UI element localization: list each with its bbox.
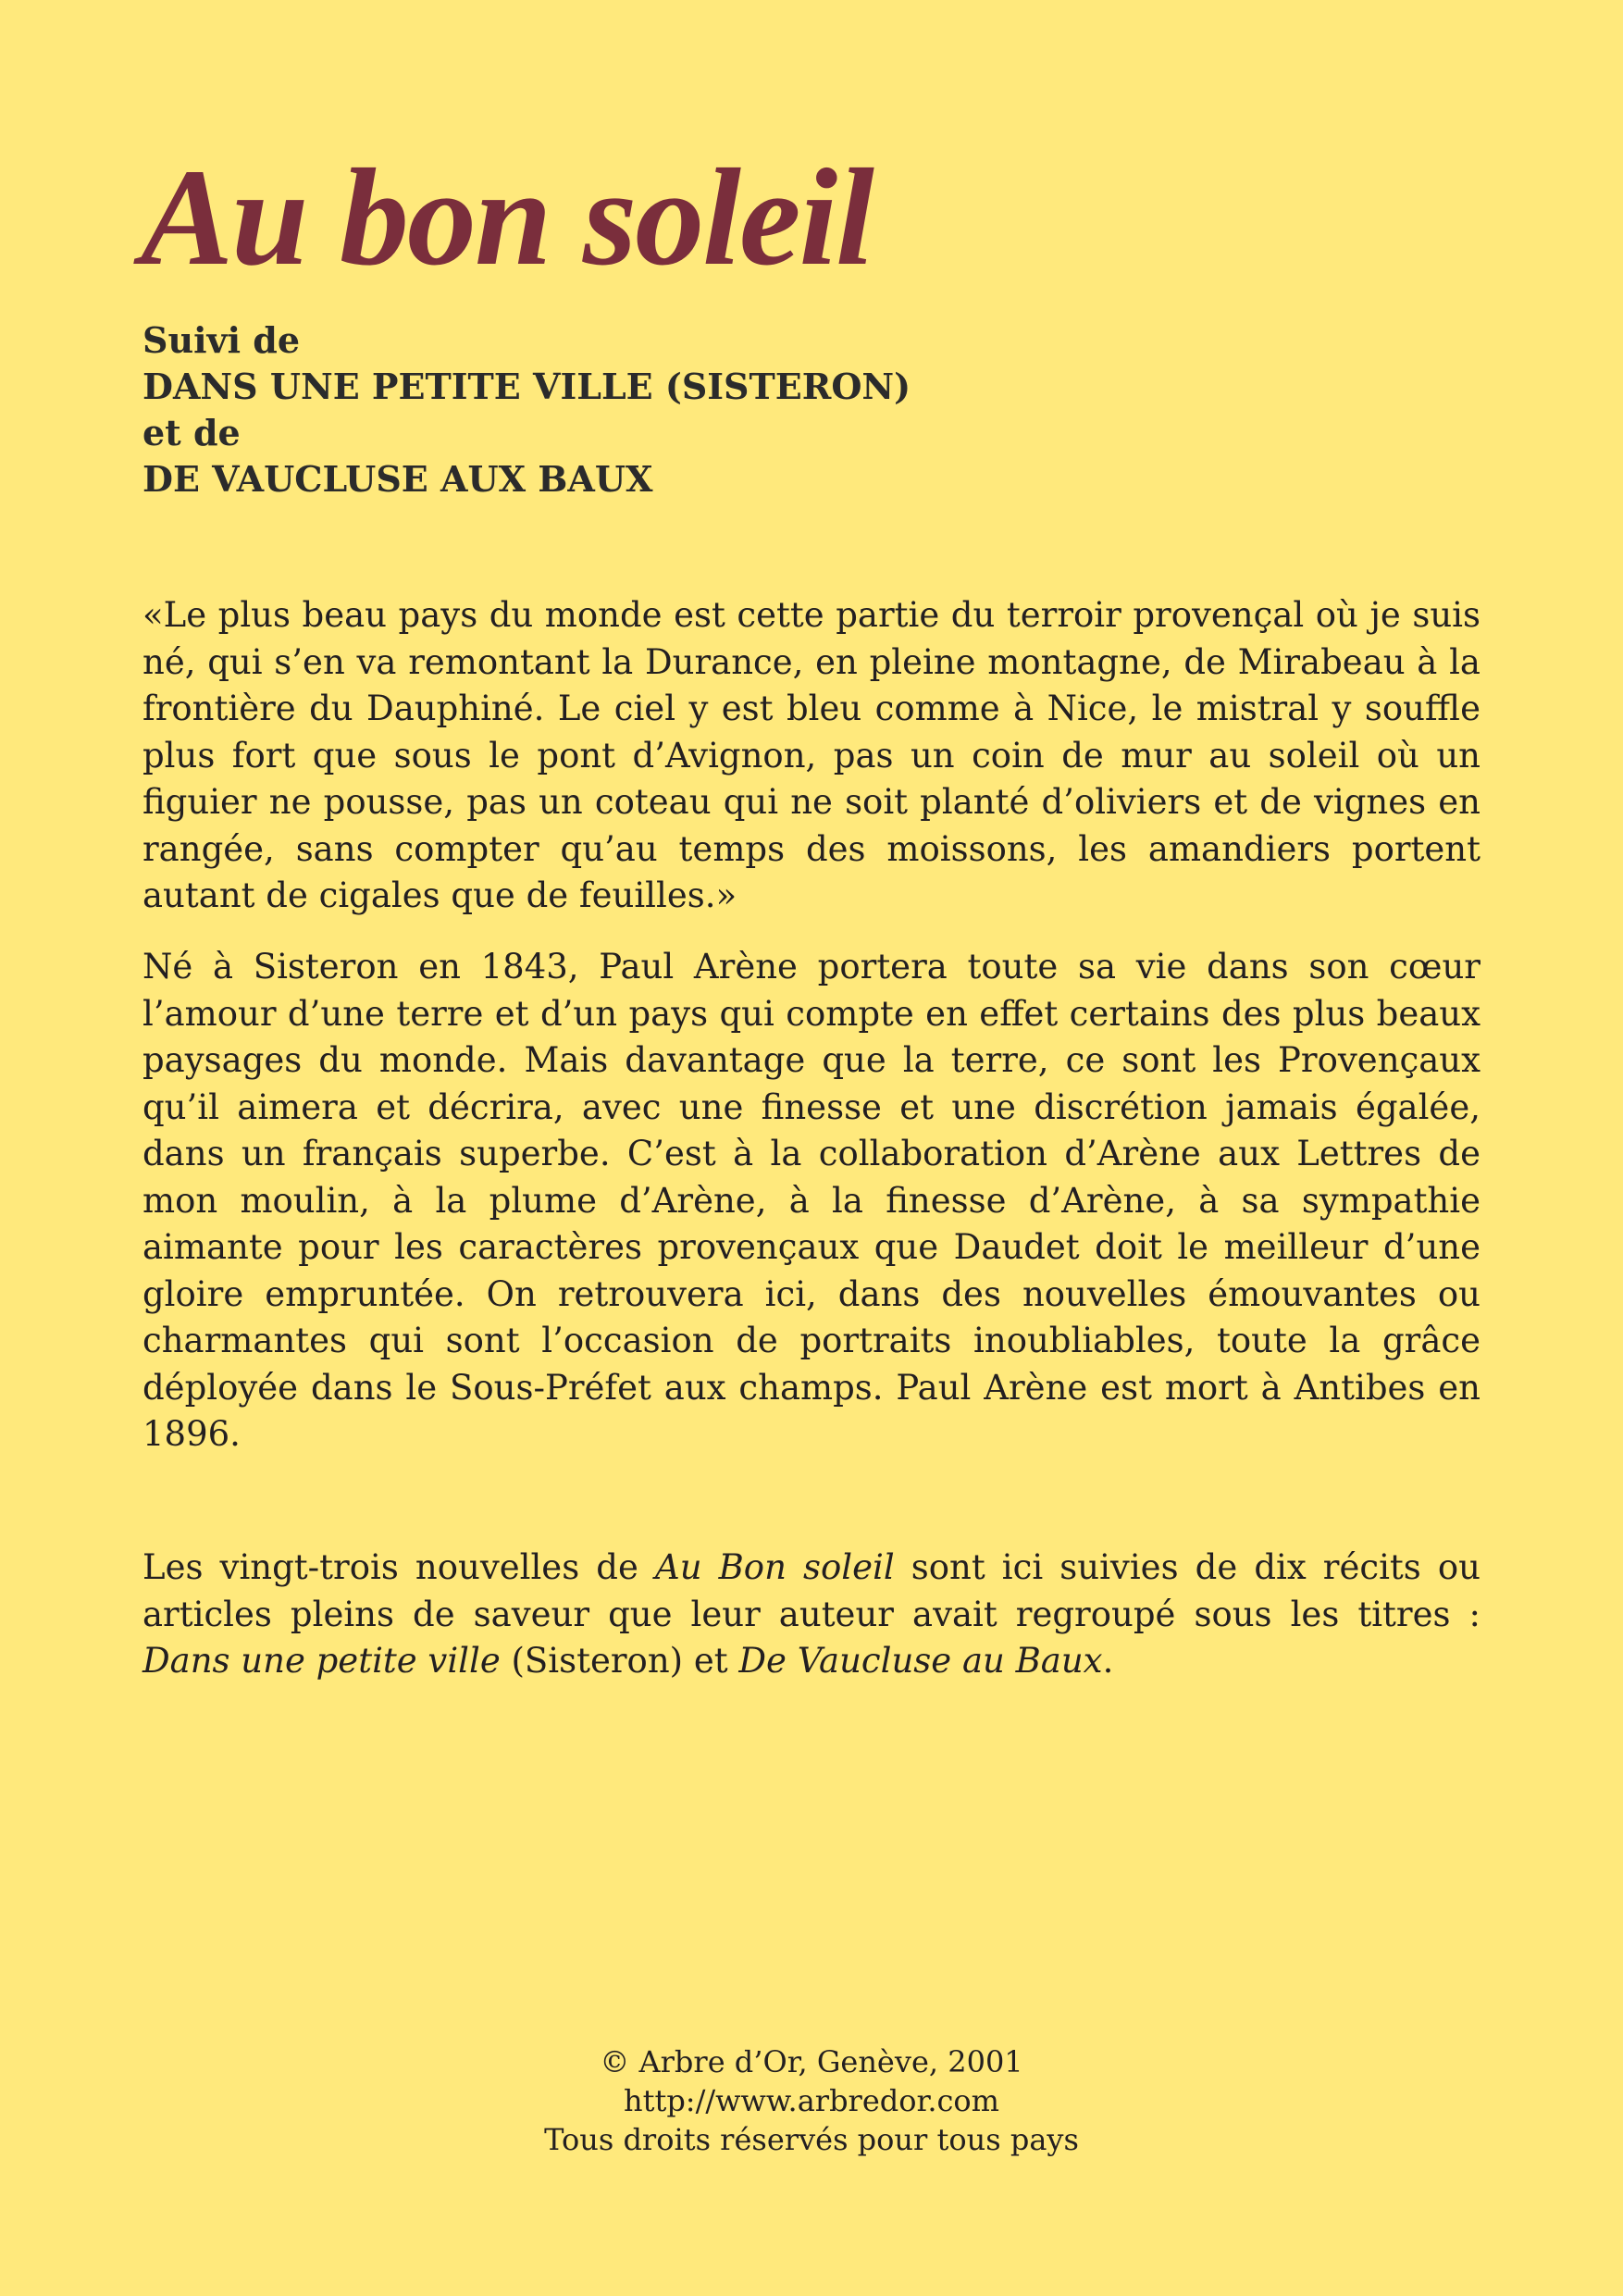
subtitle-line-4: DE VAUCLUSE AUX BAUX — [142, 458, 653, 500]
website-url: http://www.arbredor.com — [623, 2083, 1000, 2118]
summary-italic-title-2: Dans une petite ville — [142, 1641, 501, 1681]
summary-paragraph — [142, 1545, 1481, 1685]
biography-paragraph: Né à Sisteron en 1843, Paul Arène portera toute sa vie dans son cœur l’amour d’une terre et d’un pays qui compte en effet certains des plus beaux paysages du monde. Mais davantage que la terre, ce sont les Provençaux qu’il aimera et décrira, avec une finesse et une discrétion jamais égalée, dans un français superbe. C’est à la collaboration d’Arène aux Lettres de mon moulin, à la plume d’Arène, à la finesse d’Arène, à sa sympathie aimante pour les caractères provençaux que Daudet doit le meilleur d’une gloire empruntée. On retrouvera ici, dans des nouvelles émouvantes ou charmantes qui sont l’occasion de portraits inoubliables, toute la grâce déployée dans le Sous-Préfet aux champs. Paul Arène est mort à Antibes en 1896. — [142, 947, 1481, 1454]
subtitle-block — [142, 317, 911, 503]
rights-line: Tous droits réservés pour tous pays — [544, 2122, 1079, 2157]
summary-text-1: Les vingt-trois nouvelles de — [142, 1547, 655, 1587]
summary-text-3: (Sisteron) et — [500, 1641, 739, 1681]
summary-text-4: . — [1102, 1641, 1114, 1681]
summary-italic-title-3: De Vaucluse au Baux — [738, 1641, 1103, 1681]
summary-italic-title-1: Au Bon soleil — [654, 1547, 895, 1587]
subtitle-line-2: DANS UNE PETITE VILLE (SISTERON) — [142, 366, 911, 407]
subtitle-line-3: et de — [142, 412, 241, 453]
publisher-footer — [0, 2042, 1623, 2159]
quote-paragraph: «Le plus beau pays du monde est cette partie du terroir provençal où je suis né, qui s’en va remontant la Durance, en pleine montagne, de Mirabeau à la frontière du Dauphiné. Le ciel y est bleu comme à Nice, le mistral y souffle plus fort que sous le pont d’Avignon, pas un coin de mur au soleil où un figuier ne pousse, pas un coteau qui ne soit planté d’oliviers et de vignes en rangée, sans compter qu’au temps des moissons, les amandiers portent autant de cigales que de feuilles.» — [142, 595, 1481, 915]
summary-text-2: sont ici suivies de dix récits ou articles pleins de saveur que leur auteur avait regroupé sous les titres : — [142, 1547, 1481, 1634]
copyright-line: © Arbre d’Or, Genève, 2001 — [600, 2044, 1023, 2079]
book-title: Au bon soleil — [141, 141, 873, 294]
subtitle-line-1: Suivi de — [142, 319, 300, 361]
